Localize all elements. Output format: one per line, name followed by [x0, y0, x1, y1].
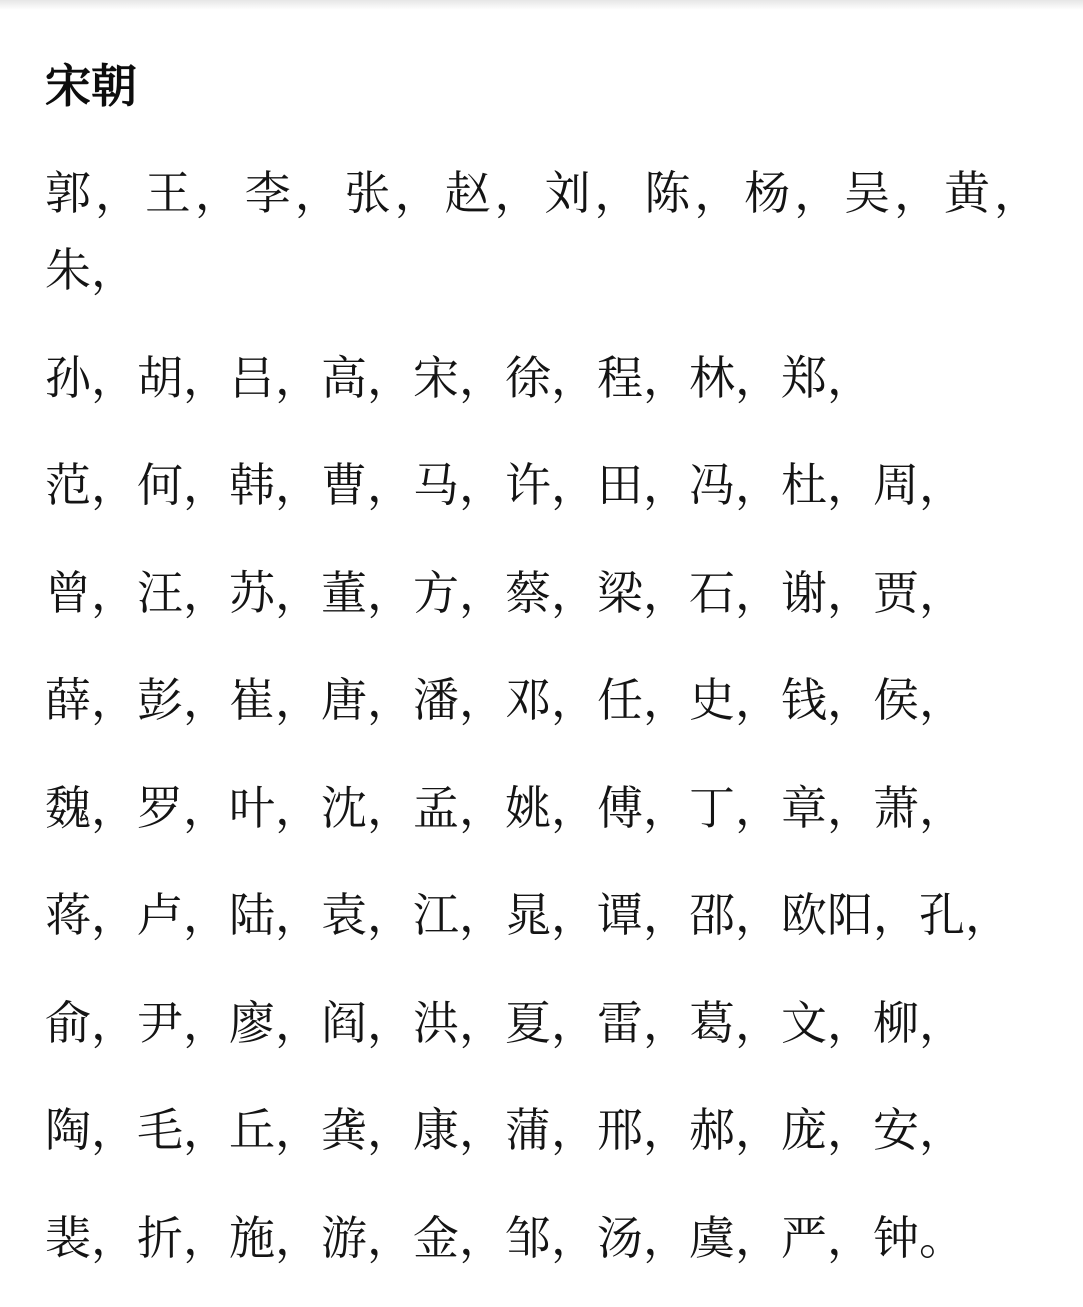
top-shadow	[0, 0, 1083, 10]
surname-paragraph: 陶，毛，丘，龚，康，蒲，邢，郝，庞，安，	[45, 1103, 965, 1157]
surname-paragraph: 郭，王，李，张，赵，刘，陈，杨，吴，黄，朱，	[45, 166, 1040, 297]
surname-paragraph: 俞，尹，廖，阎，洪，夏，雷，葛，文，柳，	[45, 995, 965, 1050]
surname-paragraph: 薛，彭，崔，唐，潘，邓，任，史，钱，侯，	[45, 673, 965, 727]
surname-paragraph: 魏，罗，叶，沈，孟，姚，傅，丁，章，萧，	[45, 780, 965, 835]
surname-paragraph: 裴，折，施，游，金，邹，汤，虞，严，钟。	[45, 1210, 965, 1265]
article-title: 宋朝	[45, 59, 137, 113]
surname-paragraph: 范，何，韩，曹，马，许，田，冯，杜，周，	[45, 458, 965, 512]
article-body	[45, 48, 1040, 1307]
surname-paragraph: 蒋，卢，陆，袁，江，晁，谭，邵，欧阳，孔，	[45, 888, 1011, 942]
surname-paragraph: 曾，汪，苏，董，方，蔡，梁，石，谢，贾，	[45, 565, 965, 620]
surname-paragraph: 孙，胡，吕，高，宋，徐，程，林，郑，	[45, 350, 873, 405]
